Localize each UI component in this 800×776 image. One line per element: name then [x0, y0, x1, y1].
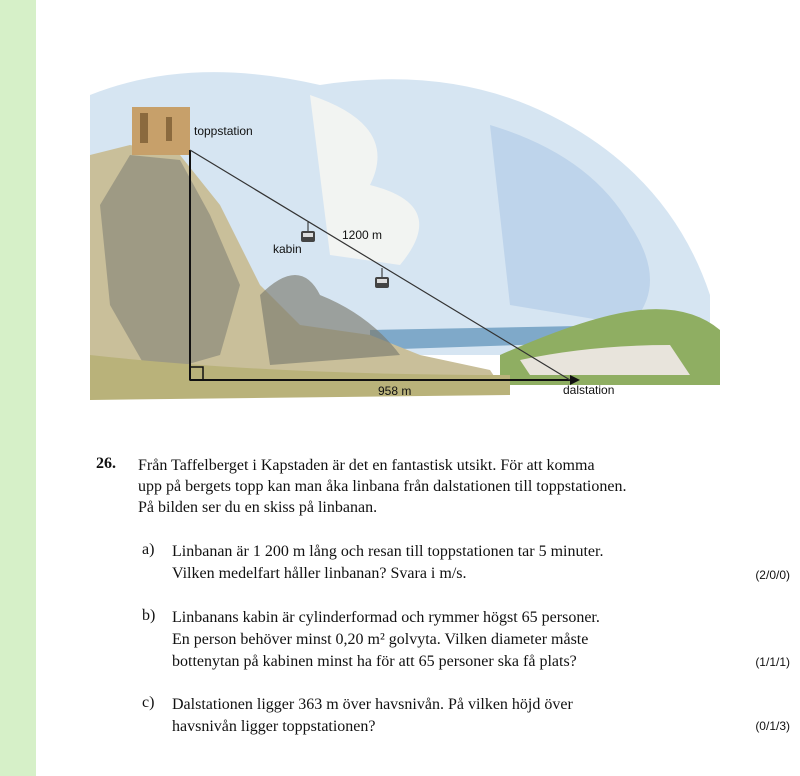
part-a-text [172, 541, 732, 585]
part-a-points: (2/0/0) [755, 568, 790, 582]
intro-line: På bilden ser du en skiss på linbanan. [138, 499, 378, 516]
mountain-sketch [70, 55, 730, 415]
page-margin-bar [0, 0, 36, 776]
part-line: Linbanan är 1 200 m lång och resan till toppstationen tar 5 minuter. [172, 543, 604, 560]
part-c-text [172, 694, 732, 738]
part-a-letter: a) [142, 541, 155, 558]
part-c-points: (0/1/3) [755, 719, 790, 733]
cable-car-illustration [70, 55, 730, 415]
part-line: Vilken medelfart håller linbanan? Svara i m/s. [172, 565, 467, 582]
part-line: En person behöver minst 0,20 m² golvyta. Vilken diameter måste [172, 631, 589, 648]
intro-line: Från Taffelberget i Kapstaden är det en fantastisk utsikt. För att komma [138, 457, 595, 474]
part-line: Dalstationen ligger 363 m över havsnivån. På vilken höjd över [172, 696, 573, 713]
intro-line: upp på bergets topp kan man åka linbana från dalstationen till toppstationen. [138, 478, 627, 495]
label-cabin: kabin [273, 242, 302, 256]
label-hypotenuse: 1200 m [342, 228, 383, 242]
part-b-points: (1/1/1) [755, 655, 790, 669]
problem-intro [138, 455, 738, 518]
label-top-station: toppstation [194, 124, 253, 138]
problem-number: 26. [96, 455, 116, 472]
part-line: Linbanans kabin är cylinderformad och rymmer högst 65 personer. [172, 609, 600, 626]
part-b-text [172, 607, 732, 673]
label-base: 958 m [378, 384, 412, 398]
part-line: havsnivån ligger toppstationen? [172, 718, 376, 735]
label-bottom-station: dalstation [563, 383, 615, 397]
part-b-letter: b) [142, 607, 156, 624]
part-c-letter: c) [142, 694, 155, 711]
part-line: bottenytan på kabinen minst ha för att 65 personer ska få plats? [172, 653, 577, 670]
